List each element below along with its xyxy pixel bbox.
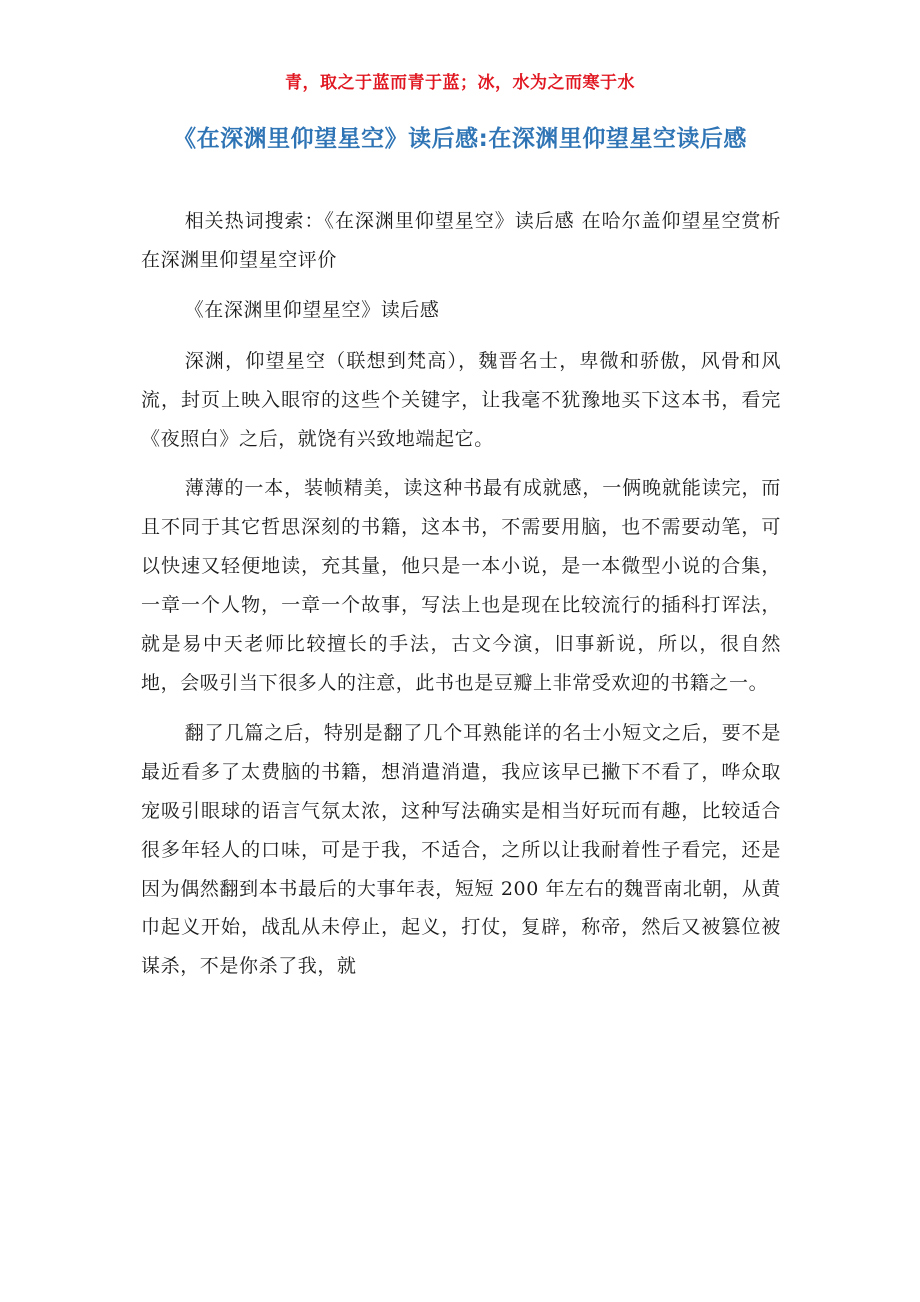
paragraph: 薄薄的一本，装帧精美，读这种书最有成就感，一俩晚就能读完，而且不同于其它哲思深刻的书籍，这本书，不需要用脑，也不需要动笔，可以快速又轻便地读，充其量，他只是一本小说，是一本微型小说的合集，一章一个人物，一章一个故事，写法上也是现在比较流行的插科打诨法，就是易中天老师比较擅长的手法，古文今演，旧事新说，所以，很自然地，会吸引当下很多人的注意，此书也是豆瓣上非常受欢迎的书籍之一。 [141, 477, 781, 694]
keywords-line: 相关热词搜索：《在深渊里仰望星空》读后感 在哈尔盖仰望星空赏析 在深渊里仰望星空评价 [141, 210, 781, 271]
header-motto: 青，取之于蓝而青于蓝；冰，水为之而寒于水 [285, 73, 635, 93]
paragraph: 翻了几篇之后，特别是翻了几个耳熟能详的名士小短文之后，要不是最近看多了太费脑的书籍，想消遣消遣，我应该早已撇下不看了，哗众取宠吸引眼球的语言气氛太浓，这种写法确实是相当好玩而有趣，比较适合很多年轻人的口味，可是于我，不适合，之所以让我耐着性子看完，还是因为偶然翻到本书最后的大事年表，短短 200 年左右的魏晋南北朝，从黄巾起义开始，战乱从未停止，起义，打仗，复辟，称帝，然后又被篡位被谋杀，不是你杀了我，就 [141, 721, 781, 978]
document-body [141, 202, 781, 997]
subheading: 《在深渊里仰望星空》读后感 [184, 298, 440, 321]
page-title: 《在深渊里仰望星空》读后感:在深渊里仰望星空读后感 [173, 126, 747, 152]
paragraph: 深渊，仰望星空（联想到梵高），魏晋名士，卑微和骄傲，风骨和风流，封页上映入眼帘的这些个关键字，让我毫不犹豫地买下这本书，看完《夜照白》之后，就饶有兴致地端起它。 [141, 349, 781, 450]
